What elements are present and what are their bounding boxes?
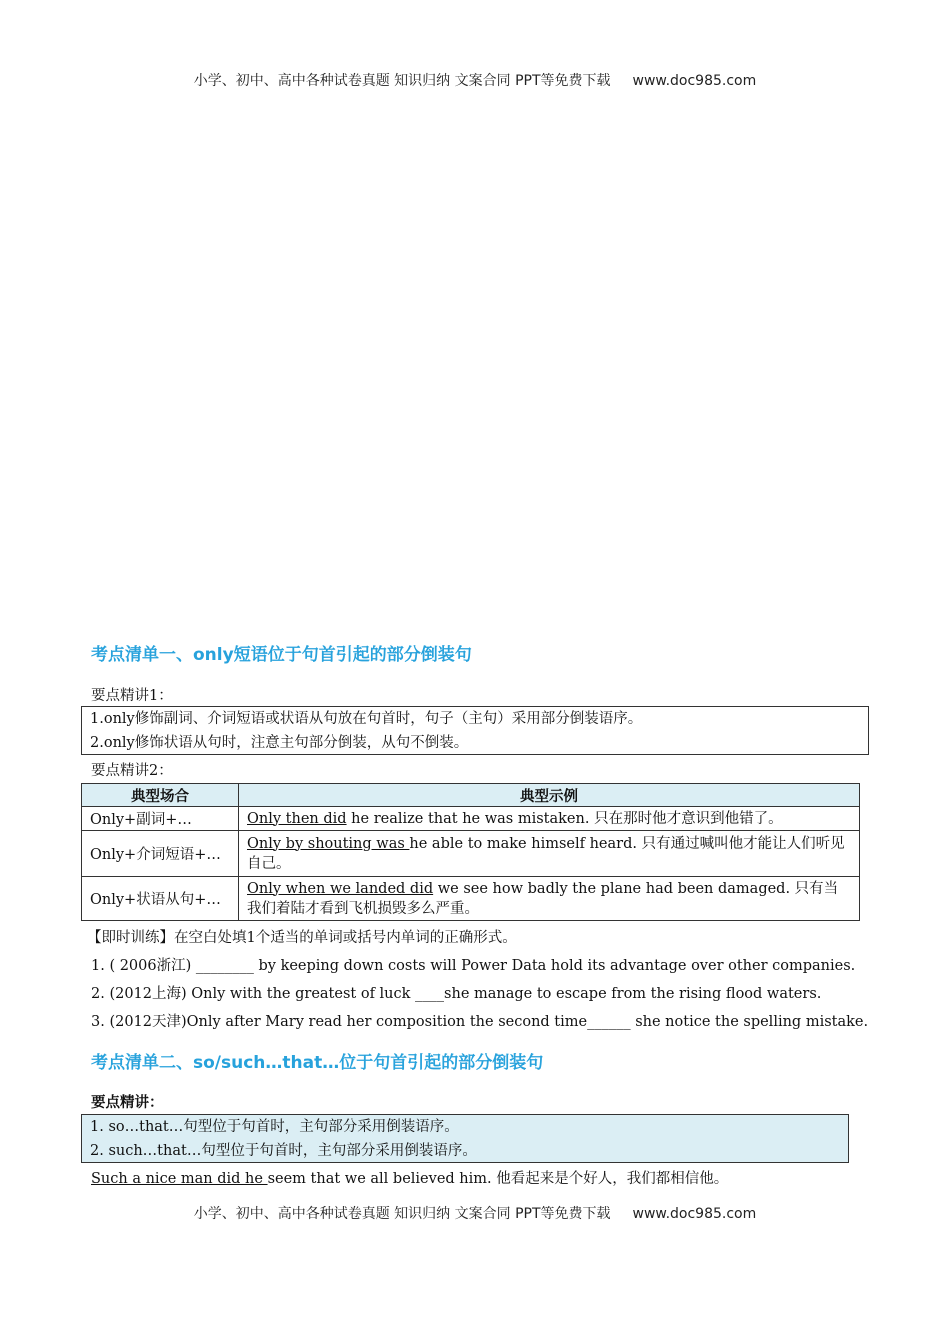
example-cell <box>239 877 860 921</box>
section2-title: 考点清单二、so/such…that…位于句首引起的部分倒装句 <box>91 1053 544 1073</box>
table-row <box>82 877 860 921</box>
exercise-3: 3. (2012天津)Only after Mary read her composition the second time______ she notice the spelling mistake. <box>91 1014 869 1030</box>
example-table <box>81 783 860 921</box>
example-rest: he realize that he was mistaken. 只在那时他才意识到他错了。 <box>346 810 783 827</box>
rules-box-2 <box>81 1114 849 1163</box>
example-underlined: Only by shouting was <box>247 835 410 852</box>
table-row <box>82 807 860 831</box>
footer-site: www.doc985.com <box>632 1206 757 1222</box>
example-rest: he able to make himself heard. 只有通过喊叫他才能让人们听见自己。 <box>247 835 845 872</box>
example-underlined: Only when we landed did <box>247 880 434 897</box>
header-case: 典型场合 <box>82 784 239 807</box>
example-underlined: Only then did <box>247 810 347 827</box>
exercise-1: 1. ( 2006浙江) ________ by keeping down costs will Power Data hold its advantage over other companies. <box>91 958 856 974</box>
header-site: www.doc985.com <box>632 73 757 89</box>
example-rest: we see how badly the plane had been damaged. 只有当我们着陆才看到飞机损毁多么严重。 <box>247 880 839 917</box>
page-header <box>0 70 950 90</box>
practice-title: 【即时训练】在空白处填1个适当的单词或括号内单词的正确形式。 <box>87 930 517 946</box>
table-row <box>82 831 860 877</box>
rule-1: 1. so…that…句型位于句首时，主句部分采用倒装语序。 <box>90 1119 459 1135</box>
page-footer <box>0 1203 950 1223</box>
rule-2: 2. such…that…句型位于句首时，主句部分采用倒装语序。 <box>90 1143 477 1159</box>
example-underlined: Such a nice man did he <box>91 1171 268 1187</box>
rule-2: 2.only修饰状语从句时，注意主句部分倒装，从句不倒装。 <box>90 735 469 751</box>
rule-1: 1.only修饰副词、介词短语或状语从句放在句首时，句子（主句）采用部分倒装语序。 <box>90 711 643 727</box>
key-points-label-1: 要点精讲1： <box>91 688 173 704</box>
case-cell: Only+副词+… <box>82 807 239 831</box>
case-cell: Only+介词短语+… <box>82 831 239 877</box>
so-such-example <box>91 1167 728 1188</box>
key-points-label-2: 要点精讲2： <box>91 763 173 779</box>
footer-text: 小学、初中、高中各种试卷真题 知识归纳 文案合同 PPT等免费下载 <box>193 1206 611 1222</box>
key-points-label-3: 要点精讲： <box>91 1095 164 1111</box>
header-text: 小学、初中、高中各种试卷真题 知识归纳 文案合同 PPT等免费下载 <box>193 73 611 89</box>
rules-box-1 <box>81 706 869 755</box>
section1-title: 考点清单一、only短语位于句首引起的部分倒装句 <box>91 645 472 665</box>
example-cell <box>239 831 860 877</box>
example-rest: seem that we all believed him. 他看起来是个好人，我们都相信他。 <box>267 1171 729 1187</box>
table-header-row <box>82 784 860 807</box>
exercise-2: 2. (2012上海) Only with the greatest of luck ____she manage to escape from the rising flood waters. <box>91 986 822 1002</box>
header-example: 典型示例 <box>239 784 860 807</box>
case-cell: Only+状语从句+… <box>82 877 239 921</box>
example-cell <box>239 807 860 831</box>
